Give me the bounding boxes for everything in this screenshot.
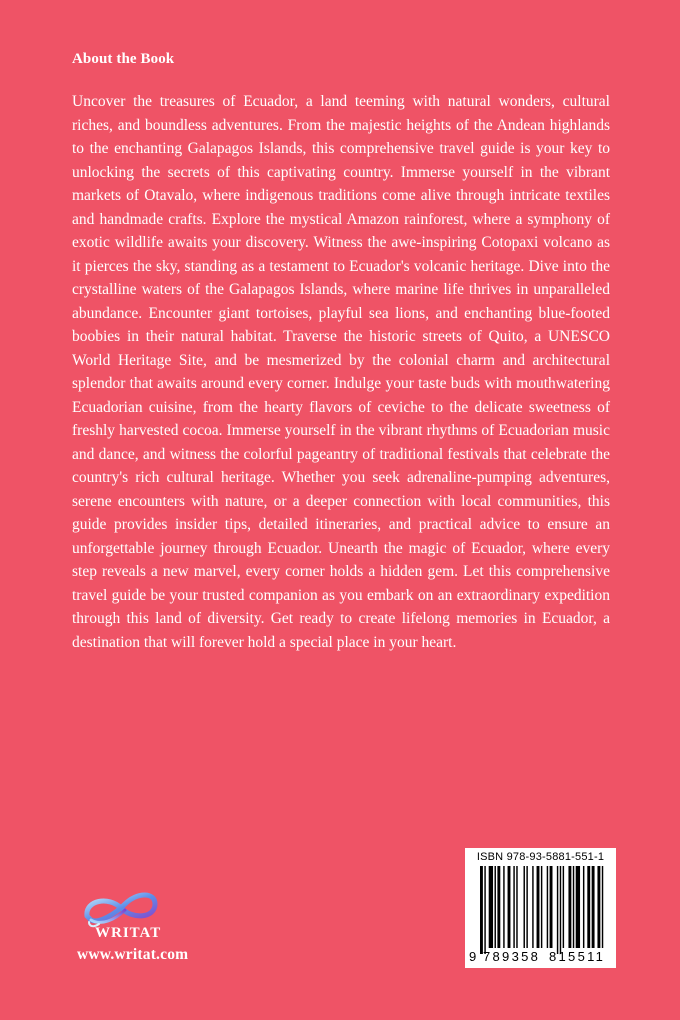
isbn-digits [465, 949, 616, 965]
infinity-swirl-icon [81, 886, 161, 930]
isbn-barcode-block [465, 848, 616, 968]
publisher-website[interactable]: www.writat.com [77, 946, 189, 963]
isbn-digits-right: 815511 [549, 949, 606, 964]
barcode [468, 866, 613, 954]
section-heading: About the Book [72, 51, 175, 67]
publisher-logo [73, 880, 233, 970]
book-description: Uncover the treasures of Ecuador, a land teeming with natural wonders, cultural riches, and boundless adventures. From the majestic heights of the Andean highlands to the enchanting Galapagos Islands, this comprehensive travel guide is your key to unlocking the secrets of this captivating country. Immerse yourself in the vibrant markets of Otavalo, where indigenous traditions come alive through intricate textiles and handmade crafts. Explore the mystical Amazon rainforest, where a symphony of exotic wildlife awaits your discovery. Witness the awe-inspiring Cotopaxi volcano as it pierces the sky, standing as a testament to Ecuador's volcanic heritage. Dive into the crystalline waters of the Galapagos Islands, where marine life thrives in unparalleled abundance. Encounter giant tortoises, playful sea lions, and enchanting blue-footed boobies in their natural habitat. Traverse the historic streets of Quito, a UNESCO World Heritage Site, and be mesmerized by the colonial charm and architectural splendor that awaits around every corner. Indulge your taste buds with mouthwatering Ecuadorian cuisine, from the hearty flavors of ceviche to the delicate sweetness of freshly harvested cocoa. Immerse yourself in the vibrant rhythms of Ecuadorian music and dance, and witness the colorful pageantry of traditional festivals that celebrate the country's rich cultural heritage. Whether you seek adrenaline-pumping adventures, serene encounters with nature, or a deeper connection with local communities, this guide provides insider tips, detailed itineraries, and practical advice to ensure an unforgettable journey through Ecuador. Unearth the magic of Ecuador, where every step reveals a new marvel, every corner holds a hidden gem. Let this comprehensive travel guide be your trusted companion as you embark on an extraordinary expedition through this land of diversity. Get ready to create lifelong memories in Ecuador, a destination that will forever hold a special place in your heart. [72, 93, 610, 651]
isbn-label: ISBN 978-93-5881-551-1 [476, 851, 605, 863]
isbn-digit-prefix: 9 [469, 949, 477, 964]
publisher-name: WRITAT [95, 925, 162, 941]
isbn-digits-left: 789358 [483, 949, 541, 964]
